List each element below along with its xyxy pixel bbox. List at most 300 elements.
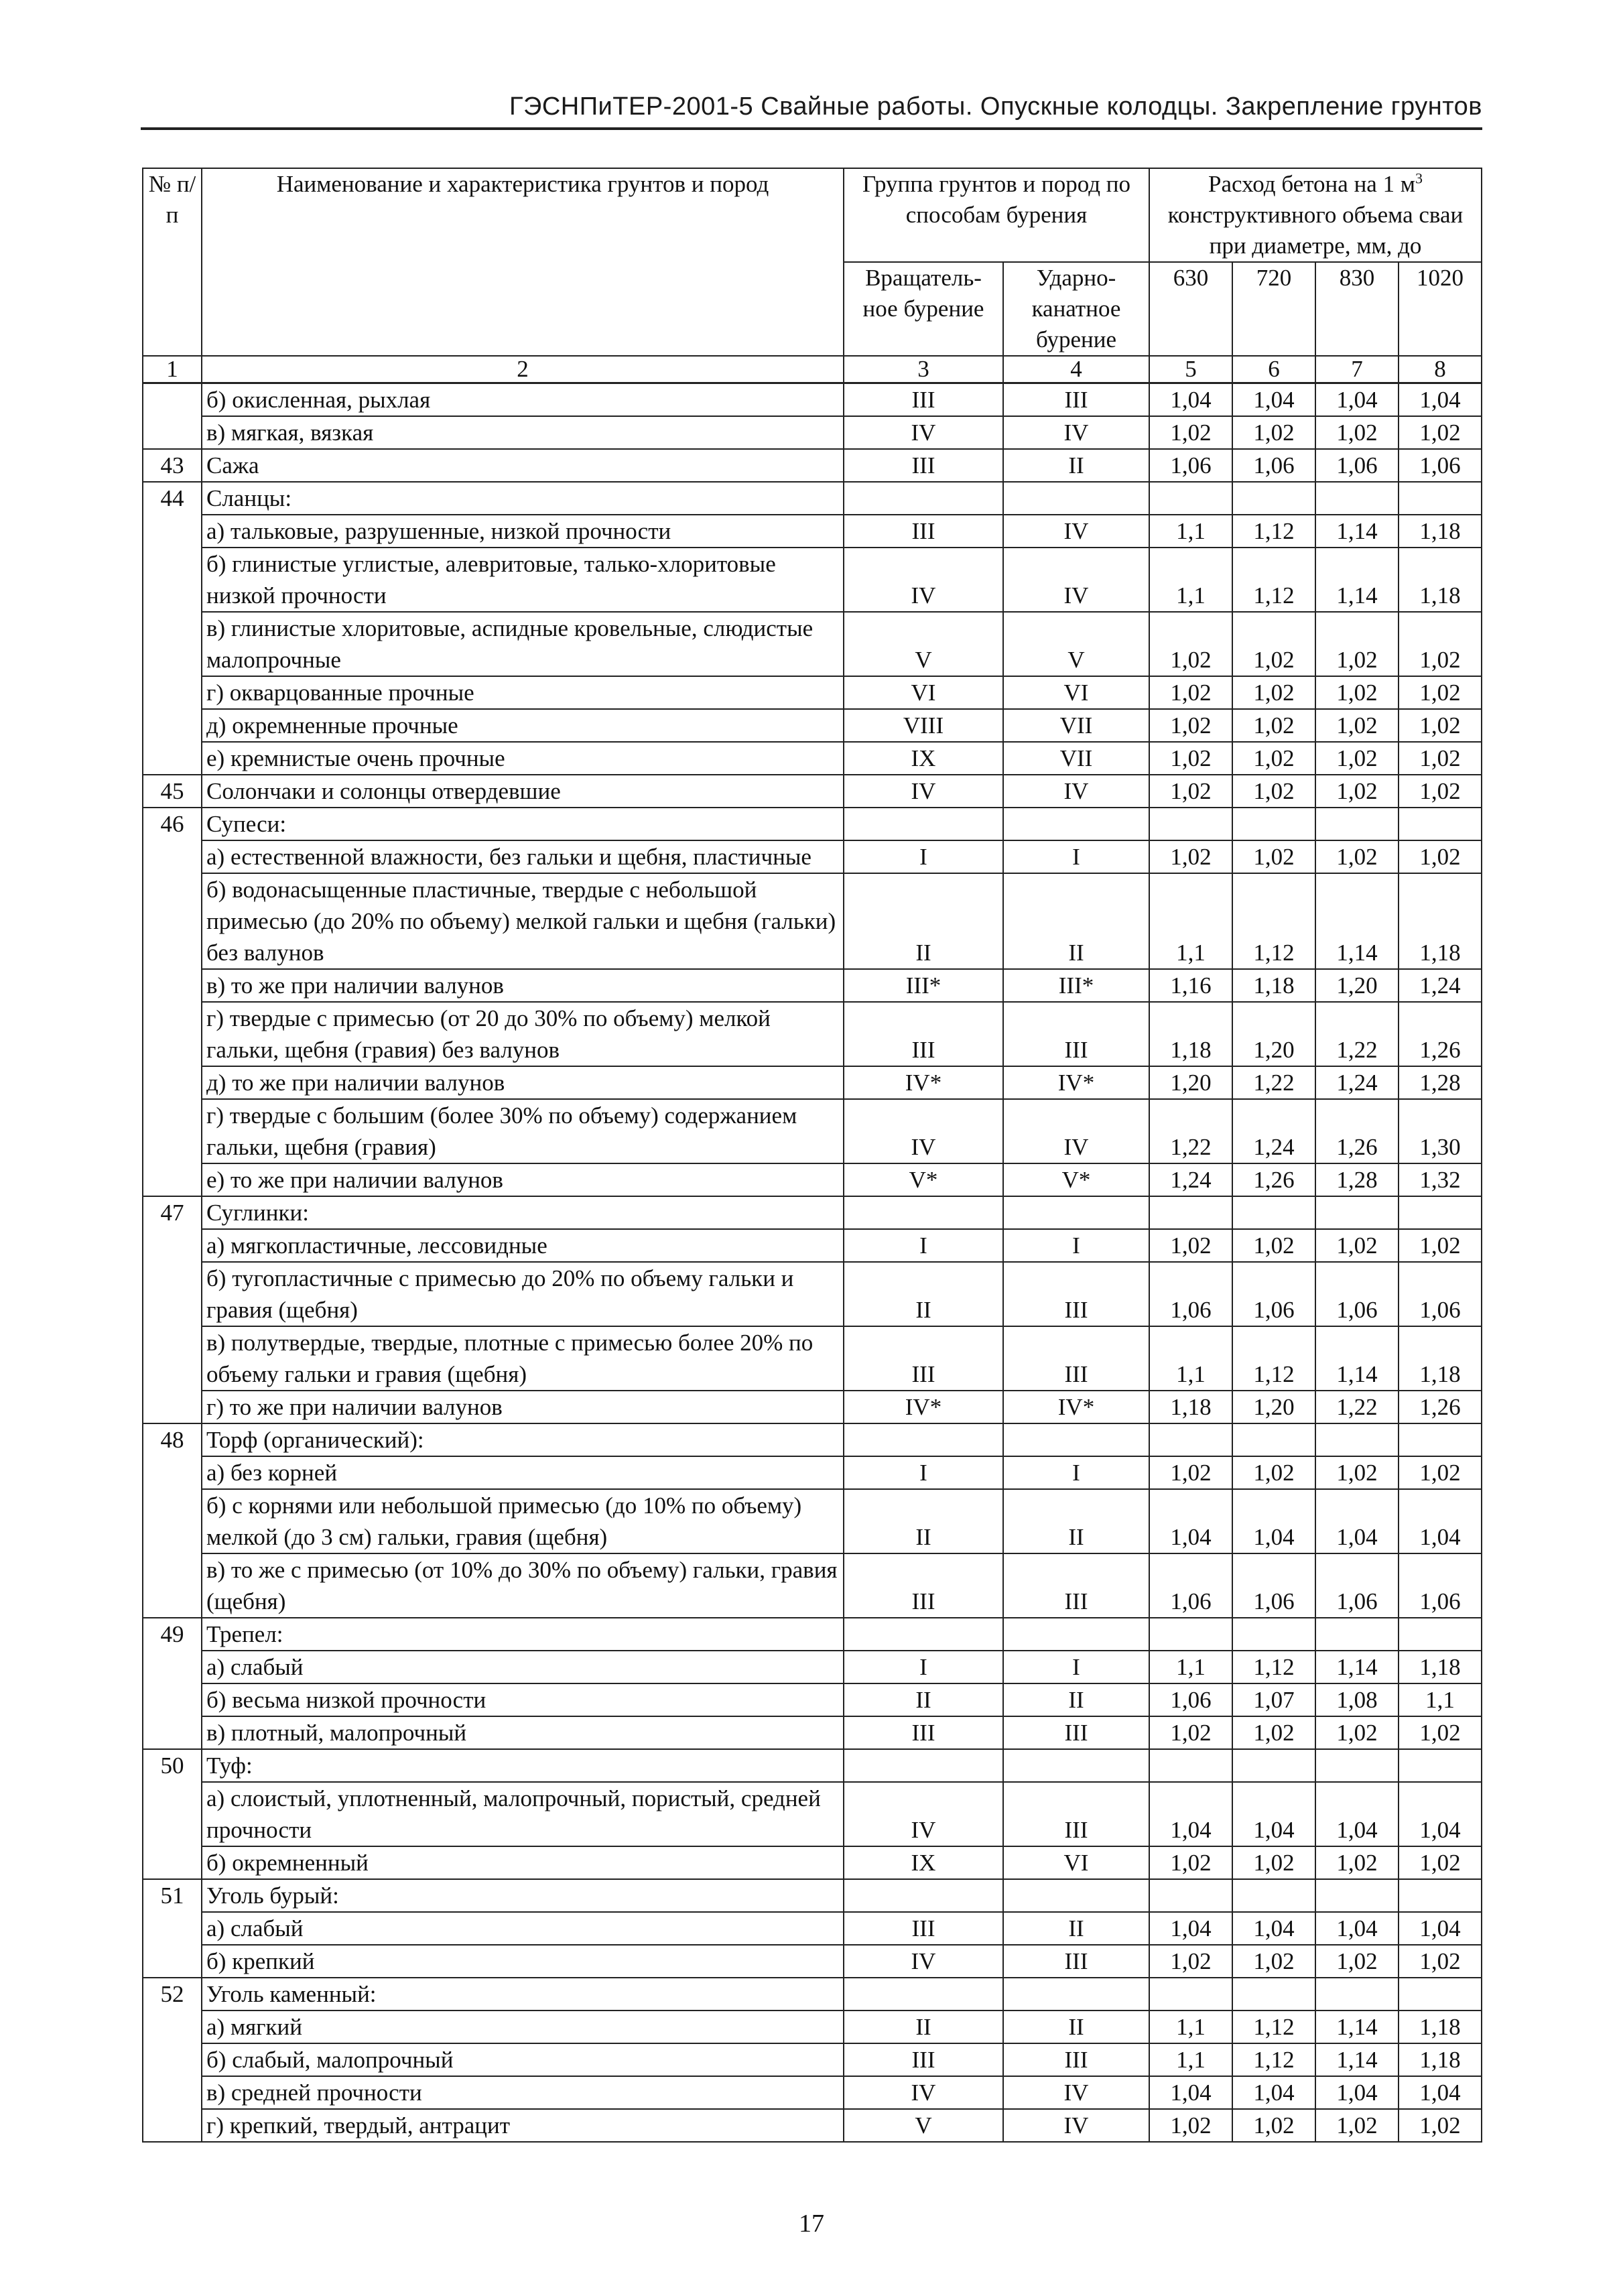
row-consumption-1020 — [1399, 1749, 1482, 1782]
row-consumption-830: 1,02 — [1315, 1456, 1399, 1489]
column-number: 5 — [1149, 356, 1232, 383]
row-consumption-830: 1,02 — [1315, 1945, 1399, 1978]
row-name: а) слабый — [202, 1912, 844, 1945]
row-percussion-group: II — [1003, 873, 1149, 969]
row-percussion-group: II — [1003, 1683, 1149, 1716]
row-consumption-830: 1,02 — [1315, 840, 1399, 873]
header-consumption-text-2: конструктивного объема сваи при диаметре, мм, до — [1167, 202, 1464, 259]
row-consumption-1020: 1,30 — [1399, 1099, 1482, 1163]
row-percussion-group: III — [1003, 1002, 1149, 1066]
row-consumption-630: 1,1 — [1149, 2011, 1232, 2043]
row-consumption-720: 1,12 — [1232, 1651, 1315, 1683]
row-percussion-group: IV* — [1003, 1391, 1149, 1423]
row-consumption-830: 1,08 — [1315, 1683, 1399, 1716]
row-consumption-830 — [1315, 1879, 1399, 1912]
row-consumption-720: 1,12 — [1232, 515, 1315, 548]
row-consumption-630: 1,02 — [1149, 742, 1232, 775]
row-consumption-1020 — [1399, 1196, 1482, 1229]
row-percussion-group: III* — [1003, 969, 1149, 1002]
row-consumption-1020: 1,02 — [1399, 1846, 1482, 1879]
row-number — [143, 742, 202, 775]
row-consumption-630: 1,1 — [1149, 1326, 1232, 1391]
row-consumption-830: 1,04 — [1315, 1489, 1399, 1553]
table-row — [143, 449, 1482, 482]
row-name: б) тугопластичные с примесью до 20% по объему гальки и гравия (щебня) — [202, 1262, 844, 1326]
row-consumption-630: 1,02 — [1149, 676, 1232, 709]
row-name: Супеси: — [202, 808, 844, 840]
row-rotary-group: III — [844, 383, 1003, 417]
column-number: 1 — [143, 356, 202, 383]
row-rotary-group: III — [844, 515, 1003, 548]
row-consumption-1020: 1,04 — [1399, 1782, 1482, 1846]
row-name: Уголь каменный: — [202, 1978, 844, 2011]
row-consumption-830: 1,04 — [1315, 2076, 1399, 2109]
column-number: 3 — [844, 356, 1003, 383]
table-row — [143, 1196, 1482, 1229]
row-name: а) тальковые, разрушенные, низкой прочности — [202, 515, 844, 548]
row-consumption-720: 1,02 — [1232, 840, 1315, 873]
row-name: а) слоистый, уплотненный, малопрочный, пористый, средней прочности — [202, 1782, 844, 1846]
row-rotary-group: IV — [844, 2076, 1003, 2109]
row-consumption-720: 1,07 — [1232, 1683, 1315, 1716]
table-row — [143, 416, 1482, 449]
header-number: № п/п — [143, 168, 202, 356]
row-rotary-group: II — [844, 1683, 1003, 1716]
row-consumption-1020: 1,18 — [1399, 548, 1482, 612]
table-row — [143, 840, 1482, 873]
row-name: а) мягкий — [202, 2011, 844, 2043]
header-drilling-group: Группа грунтов и пород по способам бурения — [844, 168, 1149, 262]
row-consumption-720: 1,02 — [1232, 742, 1315, 775]
row-consumption-630 — [1149, 1749, 1232, 1782]
row-name: б) окремненный — [202, 1846, 844, 1879]
row-consumption-630: 1,02 — [1149, 709, 1232, 742]
row-consumption-830: 1,04 — [1315, 383, 1399, 417]
row-consumption-1020: 1,28 — [1399, 1066, 1482, 1099]
row-name: а) слабый — [202, 1651, 844, 1683]
row-number — [143, 1782, 202, 1846]
row-name: Трепел: — [202, 1618, 844, 1651]
row-consumption-830: 1,28 — [1315, 1163, 1399, 1196]
row-consumption-830 — [1315, 1196, 1399, 1229]
row-consumption-1020: 1,18 — [1399, 873, 1482, 969]
row-consumption-630: 1,20 — [1149, 1066, 1232, 1099]
row-consumption-830: 1,14 — [1315, 1651, 1399, 1683]
table-row — [143, 1066, 1482, 1099]
row-consumption-1020: 1,02 — [1399, 676, 1482, 709]
row-consumption-630: 1,02 — [1149, 1716, 1232, 1749]
row-consumption-630: 1,1 — [1149, 515, 1232, 548]
row-name: е) то же при наличии валунов — [202, 1163, 844, 1196]
row-consumption-630: 1,04 — [1149, 1489, 1232, 1553]
row-consumption-1020: 1,02 — [1399, 840, 1482, 873]
row-name: д) то же при наличии валунов — [202, 1066, 844, 1099]
row-consumption-630: 1,02 — [1149, 1945, 1232, 1978]
row-rotary-group: VI — [844, 676, 1003, 709]
row-percussion-group: IV — [1003, 2076, 1149, 2109]
row-consumption-630 — [1149, 1196, 1232, 1229]
row-number — [143, 676, 202, 709]
row-name: Туф: — [202, 1749, 844, 1782]
row-consumption-1020 — [1399, 1978, 1482, 2011]
row-number — [143, 1099, 202, 1163]
row-consumption-1020: 1,18 — [1399, 2043, 1482, 2076]
row-number — [143, 2011, 202, 2043]
row-rotary-group: IV* — [844, 1391, 1003, 1423]
header-rule — [141, 127, 1482, 130]
row-consumption-720: 1,02 — [1232, 416, 1315, 449]
row-consumption-1020: 1,18 — [1399, 1326, 1482, 1391]
row-consumption-830: 1,02 — [1315, 676, 1399, 709]
row-percussion-group: III — [1003, 1553, 1149, 1618]
row-consumption-720: 1,12 — [1232, 2011, 1315, 2043]
row-name: б) крепкий — [202, 1945, 844, 1978]
row-number — [143, 612, 202, 676]
row-consumption-830: 1,14 — [1315, 515, 1399, 548]
row-name: Торф (органический): — [202, 1423, 844, 1456]
row-consumption-720: 1,24 — [1232, 1099, 1315, 1163]
row-percussion-group: III — [1003, 1782, 1149, 1846]
row-consumption-720: 1,26 — [1232, 1163, 1315, 1196]
row-name: в) плотный, малопрочный — [202, 1716, 844, 1749]
row-consumption-630: 1,06 — [1149, 449, 1232, 482]
row-consumption-830 — [1315, 1749, 1399, 1782]
row-rotary-group: IV* — [844, 1066, 1003, 1099]
row-rotary-group: V* — [844, 1163, 1003, 1196]
row-consumption-720: 1,06 — [1232, 449, 1315, 482]
row-rotary-group: VIII — [844, 709, 1003, 742]
row-consumption-830: 1,02 — [1315, 1846, 1399, 1879]
table-row — [143, 742, 1482, 775]
row-rotary-group: III — [844, 1553, 1003, 1618]
row-consumption-1020: 1,04 — [1399, 383, 1482, 417]
row-percussion-group: VII — [1003, 709, 1149, 742]
header-percussion-drilling: Ударно-канатное бурение — [1003, 262, 1149, 356]
row-number — [143, 2109, 202, 2142]
row-consumption-1020: 1,32 — [1399, 1163, 1482, 1196]
row-name: г) окварцованные прочные — [202, 676, 844, 709]
table-row — [143, 1978, 1482, 2011]
row-consumption-830: 1,24 — [1315, 1066, 1399, 1099]
table-row — [143, 1716, 1482, 1749]
row-rotary-group: I — [844, 840, 1003, 873]
row-consumption-1020: 1,18 — [1399, 515, 1482, 548]
row-name: Суглинки: — [202, 1196, 844, 1229]
row-rotary-group: II — [844, 1489, 1003, 1553]
row-consumption-720: 1,12 — [1232, 2043, 1315, 2076]
row-consumption-720: 1,02 — [1232, 1716, 1315, 1749]
row-consumption-630: 1,02 — [1149, 416, 1232, 449]
row-consumption-1020: 1,06 — [1399, 1262, 1482, 1326]
table-row — [143, 2109, 1482, 2142]
row-number: 45 — [143, 775, 202, 808]
row-rotary-group: II — [844, 2011, 1003, 2043]
row-consumption-630 — [1149, 482, 1232, 515]
row-consumption-1020: 1,02 — [1399, 1229, 1482, 1262]
row-number: 52 — [143, 1978, 202, 2011]
row-consumption-720: 1,04 — [1232, 2076, 1315, 2109]
row-consumption-720: 1,04 — [1232, 1912, 1315, 1945]
table-row — [143, 2076, 1482, 2109]
row-percussion-group: IV — [1003, 515, 1149, 548]
row-consumption-1020: 1,02 — [1399, 1945, 1482, 1978]
row-rotary-group — [844, 1196, 1003, 1229]
row-percussion-group: II — [1003, 1489, 1149, 1553]
row-percussion-group: IV — [1003, 548, 1149, 612]
row-consumption-1020: 1,02 — [1399, 709, 1482, 742]
table-row — [143, 1163, 1482, 1196]
row-number: 46 — [143, 808, 202, 840]
row-consumption-630: 1,1 — [1149, 2043, 1232, 2076]
row-percussion-group: II — [1003, 449, 1149, 482]
header-name: Наименование и характеристика грунтов и пород — [202, 168, 844, 356]
row-consumption-720: 1,02 — [1232, 1846, 1315, 1879]
row-number — [143, 1912, 202, 1945]
page-number: 17 — [799, 2210, 824, 2238]
row-consumption-830: 1,04 — [1315, 1912, 1399, 1945]
table-row — [143, 1912, 1482, 1945]
row-name: в) то же с примесью (от 10% до 30% по объему) гальки, гравия (щебня) — [202, 1553, 844, 1618]
row-consumption-630: 1,1 — [1149, 548, 1232, 612]
row-percussion-group: IV — [1003, 416, 1149, 449]
row-consumption-630: 1,06 — [1149, 1553, 1232, 1618]
row-percussion-group — [1003, 1196, 1149, 1229]
row-number — [143, 840, 202, 873]
row-number — [143, 383, 202, 417]
row-consumption-720: 1,02 — [1232, 612, 1315, 676]
row-consumption-830: 1,02 — [1315, 2109, 1399, 2142]
row-number — [143, 1846, 202, 1879]
row-rotary-group: IX — [844, 1846, 1003, 1879]
row-percussion-group — [1003, 808, 1149, 840]
row-rotary-group — [844, 808, 1003, 840]
table-row — [143, 1391, 1482, 1423]
row-number — [143, 709, 202, 742]
row-number — [143, 515, 202, 548]
table-row — [143, 482, 1482, 515]
row-consumption-720 — [1232, 1879, 1315, 1912]
row-number — [143, 1553, 202, 1618]
row-consumption-720: 1,20 — [1232, 1391, 1315, 1423]
row-consumption-1020: 1,26 — [1399, 1391, 1482, 1423]
row-consumption-630: 1,22 — [1149, 1099, 1232, 1163]
table-row — [143, 873, 1482, 969]
row-consumption-830: 1,04 — [1315, 1782, 1399, 1846]
row-consumption-720: 1,18 — [1232, 969, 1315, 1002]
row-consumption-830 — [1315, 1423, 1399, 1456]
row-name: д) окремненные прочные — [202, 709, 844, 742]
row-consumption-630: 1,02 — [1149, 1846, 1232, 1879]
row-consumption-720 — [1232, 1978, 1315, 2011]
row-rotary-group: III — [844, 1326, 1003, 1391]
row-consumption-1020: 1,24 — [1399, 969, 1482, 1002]
row-percussion-group: II — [1003, 2011, 1149, 2043]
row-consumption-720 — [1232, 1423, 1315, 1456]
row-name: в) то же при наличии валунов — [202, 969, 844, 1002]
row-consumption-1020 — [1399, 1879, 1482, 1912]
row-rotary-group — [844, 1618, 1003, 1651]
row-consumption-720: 1,04 — [1232, 383, 1315, 417]
column-number: 8 — [1399, 356, 1482, 383]
row-percussion-group: I — [1003, 1456, 1149, 1489]
row-percussion-group — [1003, 1618, 1149, 1651]
row-consumption-630: 1,18 — [1149, 1391, 1232, 1423]
row-consumption-830: 1,26 — [1315, 1099, 1399, 1163]
row-consumption-1020: 1,02 — [1399, 612, 1482, 676]
row-consumption-830: 1,14 — [1315, 2043, 1399, 2076]
row-consumption-1020: 1,04 — [1399, 2076, 1482, 2109]
table-row — [143, 1489, 1482, 1553]
row-percussion-group: II — [1003, 1912, 1149, 1945]
row-number — [143, 1456, 202, 1489]
row-consumption-1020: 1,26 — [1399, 1002, 1482, 1066]
row-rotary-group — [844, 482, 1003, 515]
row-consumption-830 — [1315, 482, 1399, 515]
row-number — [143, 1163, 202, 1196]
row-consumption-830: 1,02 — [1315, 612, 1399, 676]
row-consumption-720: 1,06 — [1232, 1262, 1315, 1326]
row-number — [143, 1262, 202, 1326]
row-consumption-830: 1,02 — [1315, 1229, 1399, 1262]
row-consumption-720: 1,06 — [1232, 1553, 1315, 1618]
row-consumption-1020: 1,06 — [1399, 449, 1482, 482]
row-consumption-630: 1,18 — [1149, 1002, 1232, 1066]
column-number: 4 — [1003, 356, 1149, 383]
header-rotary-drilling: Вращатель-ное бурение — [844, 262, 1003, 356]
column-number: 2 — [202, 356, 844, 383]
row-percussion-group: III — [1003, 1945, 1149, 1978]
row-rotary-group: IV — [844, 1099, 1003, 1163]
table-row — [143, 1423, 1482, 1456]
row-number — [143, 2043, 202, 2076]
row-consumption-1020: 1,06 — [1399, 1553, 1482, 1618]
row-consumption-1020: 1,02 — [1399, 775, 1482, 808]
table-row — [143, 1879, 1482, 1912]
table-row — [143, 612, 1482, 676]
row-consumption-1020: 1,02 — [1399, 742, 1482, 775]
row-name: г) то же при наличии валунов — [202, 1391, 844, 1423]
table-row — [143, 969, 1482, 1002]
row-percussion-group — [1003, 1879, 1149, 1912]
row-rotary-group: III — [844, 1912, 1003, 1945]
row-percussion-group: IV — [1003, 775, 1149, 808]
header-diameter: 630 — [1149, 262, 1232, 356]
row-rotary-group — [844, 1423, 1003, 1456]
row-consumption-830: 1,06 — [1315, 1553, 1399, 1618]
table-row — [143, 1553, 1482, 1618]
row-consumption-830: 1,20 — [1315, 969, 1399, 1002]
row-number: 49 — [143, 1618, 202, 1651]
running-header: ГЭСНПиТЕР-2001-5 Свайные работы. Опускные колодцы. Закрепление грунтов — [509, 92, 1482, 121]
row-name: Сажа — [202, 449, 844, 482]
row-name: в) полутвердые, твердые, плотные с примесью более 20% по объему гальки и гравия (щебня) — [202, 1326, 844, 1391]
table-row — [143, 1782, 1482, 1846]
row-consumption-830: 1,22 — [1315, 1391, 1399, 1423]
table-row — [143, 548, 1482, 612]
row-name: б) водонасыщенные пластичные, твердые с небольшой примесью (до 20% по объему) мелкой гальки и щебня (гальки) без валунов — [202, 873, 844, 969]
row-consumption-630 — [1149, 1618, 1232, 1651]
row-number — [143, 1391, 202, 1423]
row-number: 48 — [143, 1423, 202, 1456]
row-percussion-group: IV* — [1003, 1066, 1149, 1099]
row-name: в) глинистые хлоритовые, аспидные кровельные, слюдистые малопрочные — [202, 612, 844, 676]
row-consumption-630: 1,1 — [1149, 1651, 1232, 1683]
table-row — [143, 1099, 1482, 1163]
row-name: г) крепкий, твердый, антрацит — [202, 2109, 844, 2142]
row-consumption-720 — [1232, 1196, 1315, 1229]
row-name: б) слабый, малопрочный — [202, 2043, 844, 2076]
row-number — [143, 969, 202, 1002]
row-number — [143, 548, 202, 612]
row-number: 50 — [143, 1749, 202, 1782]
row-consumption-830: 1,06 — [1315, 449, 1399, 482]
row-rotary-group: IX — [844, 742, 1003, 775]
row-consumption-720: 1,02 — [1232, 1229, 1315, 1262]
row-consumption-720: 1,22 — [1232, 1066, 1315, 1099]
row-percussion-group — [1003, 482, 1149, 515]
row-consumption-830: 1,02 — [1315, 416, 1399, 449]
row-consumption-1020: 1,02 — [1399, 1456, 1482, 1489]
row-name: б) весьма низкой прочности — [202, 1683, 844, 1716]
table-row — [143, 1618, 1482, 1651]
row-percussion-group: I — [1003, 1229, 1149, 1262]
row-rotary-group: III* — [844, 969, 1003, 1002]
row-rotary-group: III — [844, 1716, 1003, 1749]
row-consumption-830: 1,14 — [1315, 1326, 1399, 1391]
row-name: Солончаки и солонцы отвердевшие — [202, 775, 844, 808]
row-name: г) твердые с большим (более 30% по объему) содержанием гальки, щебня (гравия) — [202, 1099, 844, 1163]
row-consumption-720: 1,02 — [1232, 775, 1315, 808]
row-consumption-1020: 1,02 — [1399, 1716, 1482, 1749]
row-number — [143, 1326, 202, 1391]
row-rotary-group: III — [844, 449, 1003, 482]
row-consumption-720: 1,02 — [1232, 2109, 1315, 2142]
table-row — [143, 1229, 1482, 1262]
table-row — [143, 2011, 1482, 2043]
row-number: 47 — [143, 1196, 202, 1229]
row-percussion-group: VI — [1003, 1846, 1149, 1879]
row-rotary-group: IV — [844, 1782, 1003, 1846]
row-consumption-630: 1,02 — [1149, 1229, 1232, 1262]
row-consumption-630 — [1149, 1978, 1232, 2011]
row-consumption-830: 1,02 — [1315, 709, 1399, 742]
table-row — [143, 1326, 1482, 1391]
table-row — [143, 1945, 1482, 1978]
row-number — [143, 1683, 202, 1716]
table-row — [143, 1683, 1482, 1716]
row-consumption-630 — [1149, 808, 1232, 840]
row-consumption-630: 1,02 — [1149, 612, 1232, 676]
row-name: Уголь бурый: — [202, 1879, 844, 1912]
table-body — [143, 383, 1482, 2143]
row-consumption-630: 1,16 — [1149, 969, 1232, 1002]
header-consumption-sup: 3 — [1415, 170, 1423, 187]
row-name: е) кремнистые очень прочные — [202, 742, 844, 775]
row-consumption-1020: 1,18 — [1399, 1651, 1482, 1683]
row-percussion-group: III — [1003, 2043, 1149, 2076]
row-name: а) мягкопластичные, лессовидные — [202, 1229, 844, 1262]
row-consumption-720: 1,04 — [1232, 1489, 1315, 1553]
table-row — [143, 2043, 1482, 2076]
row-number — [143, 1651, 202, 1683]
row-consumption-1020 — [1399, 1618, 1482, 1651]
row-consumption-720: 1,20 — [1232, 1002, 1315, 1066]
table-row — [143, 1846, 1482, 1879]
row-number: 43 — [143, 449, 202, 482]
row-name: г) твердые с примесью (от 20 до 30% по объему) мелкой гальки, щебня (гравия) без валунов — [202, 1002, 844, 1066]
row-name: в) мягкая, вязкая — [202, 416, 844, 449]
table-row — [143, 1456, 1482, 1489]
